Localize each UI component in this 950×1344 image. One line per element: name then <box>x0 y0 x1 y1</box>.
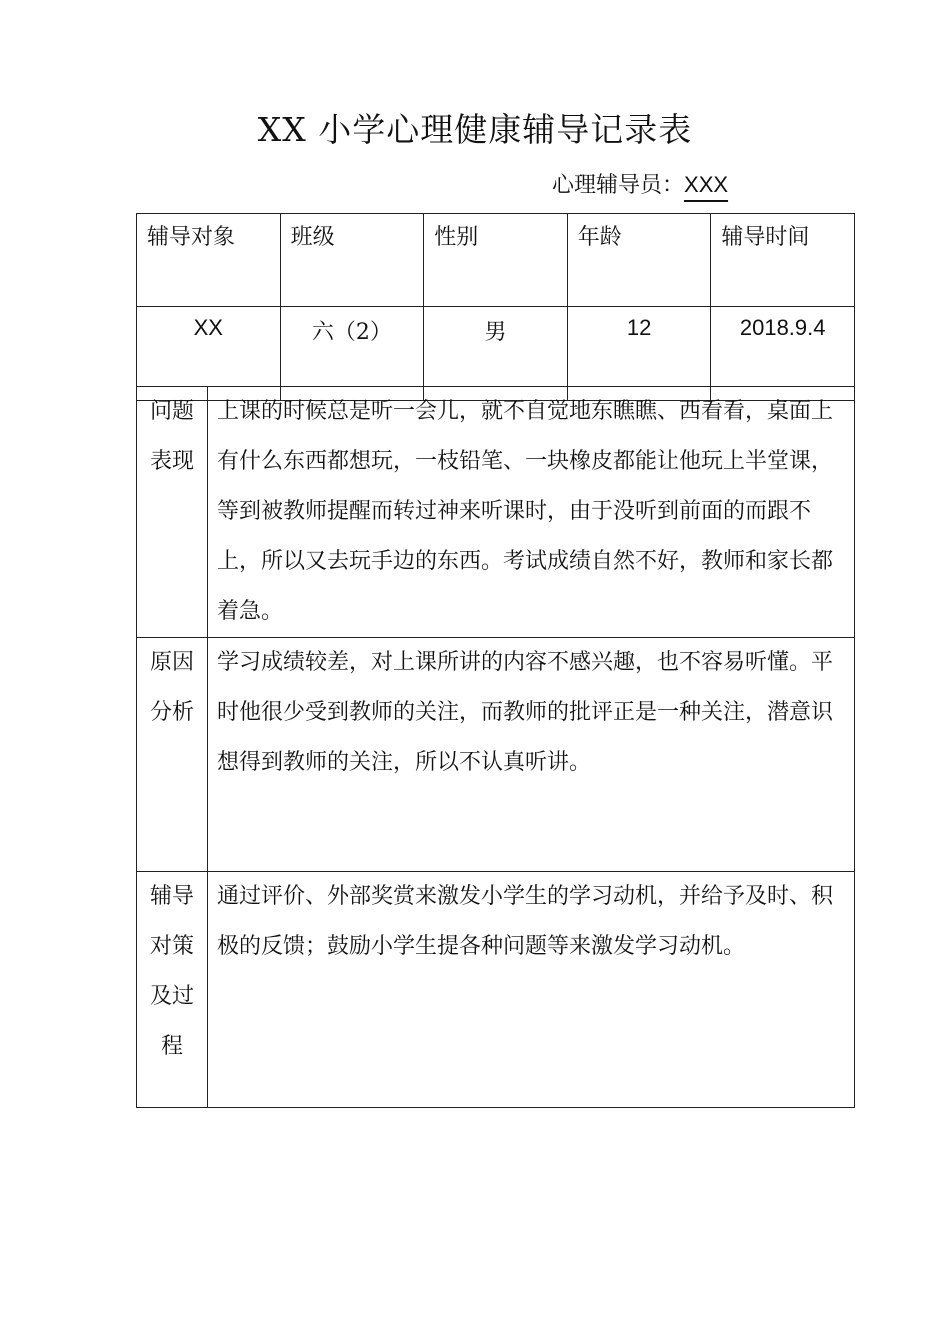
section-label-line: 分析 <box>149 700 194 725</box>
section-content-cause: 学习成绩较差，对上课所讲的内容不感兴趣，也不容易听懂。平时他很少受到教师的关注，而教师的批评正是一种关注，潜意识想得到教师的关注，所以不认真听讲。 <box>208 638 855 872</box>
section-label-line: 辅导 <box>149 884 194 909</box>
record-table <box>136 386 855 1108</box>
header-cell-subject: 辅导对象 <box>137 214 281 307</box>
header-cell-time: 辅导时间 <box>711 214 855 307</box>
counselor-name: XXX <box>684 172 729 197</box>
section-label-line: 程 <box>160 1034 183 1059</box>
section-label-line: 对策 <box>149 934 194 959</box>
value-cell-gender: 男 <box>424 307 568 401</box>
section-content-problem: 上课的时候总是听一会儿，就不自觉地东瞧瞧、西看看，桌面上有什么东西都想玩，一枝铅笔、一块橡皮都能让他玩上半堂课，等到被教师提醒而转过神来听课时，由于没听到前面的而跟不上，所以又去玩手边的东西。考试成绩自然不好，教师和家长都着急。 <box>208 387 855 638</box>
section-label-line: 原因 <box>149 650 194 675</box>
header-cell-class: 班级 <box>280 214 424 307</box>
header-cell-gender: 性别 <box>424 214 568 307</box>
page-title: XX 小学心理健康辅导记录表 <box>257 110 693 149</box>
counselor-line <box>552 168 728 199</box>
section-label-line: 表现 <box>149 449 194 474</box>
section-label-line: 问题 <box>149 399 194 424</box>
section-label-strategy <box>137 872 208 1108</box>
section-label-line: 及过 <box>149 984 194 1009</box>
section-label-problem <box>137 387 208 638</box>
section-content-strategy: 通过评价、外部奖赏来激发小学生的学习动机，并给予及时、积极的反馈；鼓励小学生提各种问题等来激发学习动机。 <box>208 872 855 1108</box>
section-label-cause <box>137 638 208 872</box>
value-cell-time: 2018.9.4 <box>711 307 855 401</box>
counselor-label: 心理辅导员： <box>552 173 685 198</box>
value-cell-age: 12 <box>567 307 711 401</box>
section-row-strategy <box>137 872 855 1108</box>
section-row-cause <box>137 638 855 872</box>
header-row <box>137 214 855 307</box>
student-info-table <box>136 213 855 401</box>
value-cell-class: 六（2） <box>280 307 424 401</box>
value-cell-subject: XX <box>137 307 281 401</box>
header-cell-age: 年龄 <box>567 214 711 307</box>
section-row-problem <box>137 387 855 638</box>
